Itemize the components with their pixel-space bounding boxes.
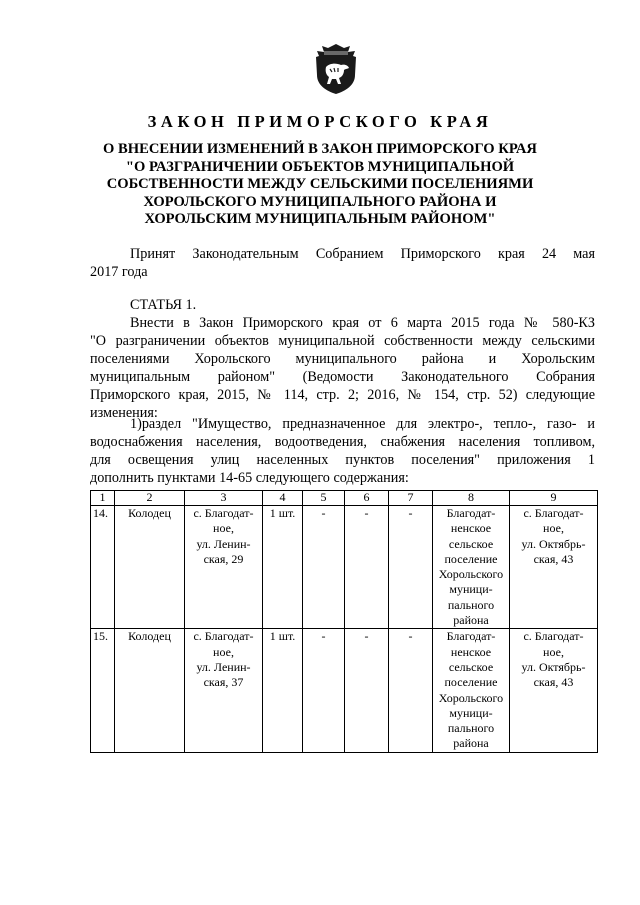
owner-line: муници- <box>449 705 493 720</box>
owner-line: поселение <box>444 675 498 690</box>
owner-line: поселение <box>444 551 498 566</box>
address-line: ное, <box>213 521 234 536</box>
column-5-value: - <box>303 629 345 752</box>
column-7-value: - <box>389 629 433 752</box>
column-6-value: - <box>345 506 389 629</box>
address-line: ул. Ленин- <box>196 659 251 674</box>
object-name: Колодец <box>115 506 185 629</box>
column-6-value: - <box>345 629 389 752</box>
adoption-line: Принят Законодательным Собранием Приморского края 24 мая <box>130 246 595 262</box>
owner-line: сельское <box>448 536 494 551</box>
coat-of-arms-icon <box>314 43 358 95</box>
law-title: ЗАКОН ПРИМОРСКОГО КРАЯ <box>147 112 493 131</box>
owner-line: ненское <box>450 644 492 659</box>
location-line: ская, 43 <box>533 551 574 566</box>
owner-line: Благодат- <box>446 629 496 644</box>
location-line: ное, <box>543 644 564 659</box>
subtitle-line: ХОРОЛЬСКОГО МУНИЦИПАЛЬНОГО РАЙОНА И <box>143 193 497 210</box>
owner-line: Хорольского <box>438 567 504 582</box>
object-owner <box>433 629 510 752</box>
table-header-cell: 9 <box>510 491 598 506</box>
table-header-cell: 4 <box>263 491 303 506</box>
item-line: водоснабжения населения, водоотведения, снабжения населения топливом, <box>90 434 595 450</box>
table-header-cell: 5 <box>303 491 345 506</box>
article-line: поселениями Хорольского муниципального района и Хорольским <box>90 351 595 367</box>
table-header-cell: 3 <box>185 491 263 506</box>
owner-line: района <box>453 613 489 628</box>
object-location <box>510 629 598 752</box>
location-line: с. Благодат- <box>523 506 584 520</box>
owner-line: пального <box>447 597 495 612</box>
owner-line: сельское <box>448 659 494 674</box>
table-header-cell: 8 <box>433 491 510 506</box>
subtitle-line: "О РАЗГРАНИЧЕНИИ ОБЪЕКТОВ МУНИЦИПАЛЬНОЙ <box>125 158 515 175</box>
address-line: ская, 37 <box>203 675 244 690</box>
item-line: для освещения улиц населенных пунктов поселения" приложения 1 <box>90 452 595 468</box>
owner-line: Благодат- <box>446 506 496 520</box>
article-line: "О разграничении объектов муниципальной собственности между сельскими <box>90 333 595 349</box>
item-line: 1)раздел "Имущество, предназначенное для электро-, тепло-, газо- и <box>130 416 595 432</box>
owner-line: муници- <box>449 582 493 597</box>
location-line: ул. Октябрь- <box>521 536 586 551</box>
adoption-line: 2017 года <box>90 264 148 280</box>
location-line: ская, 43 <box>533 675 574 690</box>
article-heading <box>90 296 595 314</box>
law-subtitle <box>80 141 560 229</box>
location-line: ное, <box>543 521 564 536</box>
article-line: изменения: <box>90 405 158 421</box>
object-owner <box>433 506 510 629</box>
object-address <box>185 629 263 752</box>
table-header-cell: 1 <box>91 491 115 506</box>
column-5-value: - <box>303 506 345 629</box>
adoption-paragraph <box>90 245 595 281</box>
table-row <box>91 629 598 752</box>
object-name: Колодец <box>115 629 185 752</box>
subtitle-line: СОБСТВЕННОСТИ МЕЖДУ СЕЛЬСКИМИ ПОСЕЛЕНИЯМИ <box>106 176 534 193</box>
objects-table <box>90 490 598 753</box>
location-line: ул. Октябрь- <box>521 659 586 674</box>
address-line: с. Благодат- <box>193 506 254 520</box>
object-quantity: 1 шт. <box>263 629 303 752</box>
owner-line: Хорольского <box>438 690 504 705</box>
table-header-row <box>91 491 598 506</box>
table-row <box>91 506 598 629</box>
column-7-value: - <box>389 506 433 629</box>
article-line: муниципальным районом" (Ведомости Законодательного Собрания <box>90 369 595 385</box>
object-location <box>510 506 598 629</box>
table-header-cell: 2 <box>115 491 185 506</box>
article-paragraph <box>90 314 595 422</box>
table-header-cell: 7 <box>389 491 433 506</box>
subtitle-line: ХОРОЛЬСКИМ МУНИЦИПАЛЬНЫМ РАЙОНОМ" <box>144 211 496 228</box>
article-line: Приморского края, 2015, № 114, стр. 2; 2016, № 154, стр. 52) следующие <box>90 387 595 403</box>
item-1-paragraph <box>90 415 595 487</box>
address-line: ное, <box>213 644 234 659</box>
object-quantity: 1 шт. <box>263 506 303 629</box>
object-address <box>185 506 263 629</box>
address-line: с. Благодат- <box>193 629 254 644</box>
row-number: 14. <box>91 506 115 629</box>
article-line: Внести в Закон Приморского края от 6 марта 2015 года № 580-КЗ <box>130 315 595 331</box>
location-line: с. Благодат- <box>523 629 584 644</box>
item-line: дополнить пунктами 14-65 следующего содержания: <box>90 470 409 486</box>
row-number: 15. <box>91 629 115 752</box>
owner-line: района <box>453 736 489 751</box>
address-line: ул. Ленин- <box>196 536 251 551</box>
address-line: ская, 29 <box>203 551 244 566</box>
subtitle-line: О ВНЕСЕНИИ ИЗМЕНЕНИЙ В ЗАКОН ПРИМОРСКОГО КРАЯ <box>103 141 537 157</box>
table-header-cell: 6 <box>345 491 389 506</box>
owner-line: ненское <box>450 521 492 536</box>
article-heading-text: СТАТЬЯ 1. <box>130 297 197 313</box>
owner-line: пального <box>447 721 495 736</box>
